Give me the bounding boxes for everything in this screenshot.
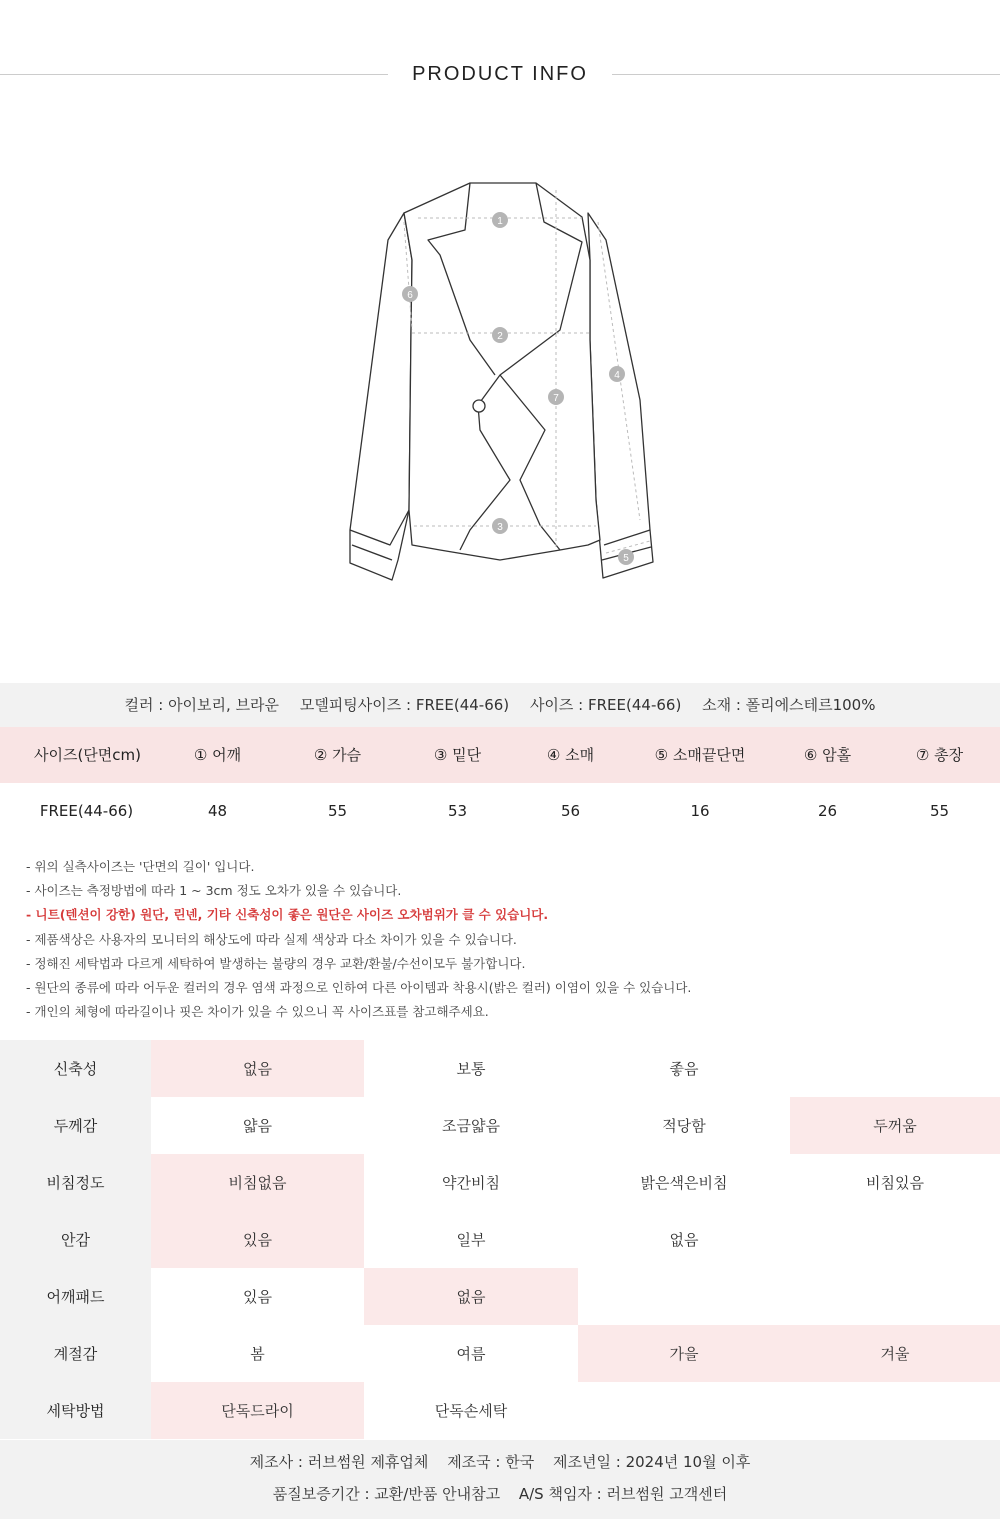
attr-option-selected: 비침없음	[151, 1154, 364, 1211]
attr-option	[790, 1211, 1000, 1268]
note-item: - 원단의 종류에 따라 어두운 컬러의 경우 염색 과정으로 인하여 다른 아이템과 착용시(밝은 컬러) 이염이 있을 수 있습니다.	[26, 980, 692, 996]
attr-option	[578, 1268, 790, 1325]
attr-label: 어깨패드	[0, 1268, 151, 1325]
attr-option	[578, 1382, 790, 1439]
attr-row-season	[0, 1325, 1000, 1382]
note-item: - 제품색상은 사용자의 모니터의 해상도에 따라 실제 색상과 다소 차이가 있을 수 있습니다.	[26, 931, 517, 947]
footer-line-2	[0, 1478, 1000, 1510]
attr-label: 신축성	[0, 1040, 151, 1097]
size-header-hem: ③ 밑단	[433, 746, 482, 764]
attribute-table	[0, 1040, 1000, 1439]
note-item-warning: - 니트(텐션이 강한) 원단, 린넨, 기타 신축성이 좋은 원단은 사이즈 오차범위가 클 수 있습니다.	[26, 907, 549, 923]
size-header-chest: ② 가슴	[313, 746, 362, 764]
attr-option: 없음	[669, 1231, 699, 1249]
size-table-header	[0, 727, 1000, 783]
attr-row-lining	[0, 1211, 1000, 1268]
attr-option: 비침있음	[866, 1174, 924, 1192]
attr-label: 계절감	[0, 1325, 151, 1382]
marker-4-label: 4	[614, 370, 620, 381]
size-value-shoulder: 48	[207, 802, 228, 820]
size-value-size: FREE(44-66)	[39, 802, 134, 820]
note-item: - 개인의 체형에 따라길이나 핏은 차이가 있을 수 있으니 꼭 사이즈표를 참고해주세요.	[26, 1004, 489, 1020]
attr-option: 일부	[456, 1231, 486, 1249]
footer-maker: 제조사 : 러브썸원 제휴업체	[249, 1453, 429, 1471]
attr-option-selected: 없음	[151, 1040, 364, 1097]
attr-option: 보통	[456, 1060, 486, 1078]
attr-option: 여름	[456, 1345, 486, 1363]
attr-option	[790, 1268, 1000, 1325]
info-color: 컬러 : 아이보리, 브라운	[124, 696, 280, 714]
size-value-cuff: 16	[690, 802, 710, 820]
attr-label: 두께감	[0, 1097, 151, 1154]
measurement-diagram	[0, 150, 1000, 680]
attr-option: 단독손세탁	[434, 1402, 508, 1420]
size-header-length: ⑦ 총장	[915, 746, 964, 764]
button-icon	[473, 400, 485, 412]
size-header-armhole: ⑥ 암홀	[803, 746, 852, 764]
attr-option: 조금얇음	[442, 1117, 500, 1135]
size-value-length: 55	[929, 802, 950, 820]
attr-label: 세탁방법	[0, 1382, 151, 1439]
note-item: - 사이즈는 측정방법에 따라 1 ~ 3cm 정도 오차가 있을 수 있습니다.	[26, 883, 402, 899]
attr-row-shoulder-pad	[0, 1268, 1000, 1325]
size-header-cuff: ⑤ 소매끝단면	[654, 746, 746, 764]
manufacturer-info	[0, 1440, 1000, 1519]
marker-6-label: 6	[407, 290, 413, 301]
attr-label: 안감	[0, 1211, 151, 1268]
attr-option	[790, 1040, 1000, 1097]
attr-option: 얇음	[243, 1117, 272, 1135]
footer-line-1	[0, 1446, 1000, 1478]
page-title: PRODUCT INFO	[412, 63, 588, 85]
attr-option: 봄	[250, 1345, 265, 1363]
attr-option-selected: 있음	[151, 1211, 364, 1268]
attr-row-washing	[0, 1382, 1000, 1439]
attr-option-selected: 가을	[578, 1325, 790, 1382]
attr-label: 비침정도	[0, 1154, 151, 1211]
attr-option-selected: 두꺼움	[790, 1097, 1000, 1154]
marker-7-label: 7	[553, 393, 559, 404]
note-item: - 위의 실측사이즈는 '단면의 길이' 입니다.	[26, 859, 255, 874]
product-info-bar	[0, 683, 1000, 727]
notes-list	[26, 855, 976, 1024]
marker-1-label: 1	[497, 216, 503, 227]
attr-option-selected: 단독드라이	[151, 1382, 364, 1439]
size-value-armhole: 26	[817, 802, 838, 820]
size-value-hem: 53	[447, 802, 468, 820]
marker-3-label: 3	[497, 522, 503, 533]
size-value-chest: 55	[327, 802, 348, 820]
size-value-sleeve: 56	[560, 802, 581, 820]
title-divider-right	[612, 74, 1000, 75]
attr-option-selected: 없음	[364, 1268, 578, 1325]
marker-5-label: 5	[623, 553, 629, 564]
footer-date: 제조년일 : 2024년 10월 이후	[553, 1453, 751, 1471]
info-model-size: 모델피팅사이즈 : FREE(44-66)	[299, 696, 510, 714]
marker-2-label: 2	[497, 331, 503, 342]
size-header-size: 사이즈(단면cm)	[33, 746, 141, 764]
section-title	[0, 0, 1000, 150]
footer-as: A/S 책임자 : 러브썸원 고객센터	[518, 1485, 728, 1503]
attr-option	[790, 1382, 1000, 1439]
size-header-sleeve: ④ 소매	[546, 746, 595, 764]
info-size: 사이즈 : FREE(44-66)	[529, 696, 682, 714]
footer-warranty: 품질보증기간 : 교환/반품 안내참고	[272, 1485, 501, 1503]
jacket-illustration	[0, 150, 1000, 680]
attr-option: 있음	[243, 1288, 272, 1306]
attr-row-stretch	[0, 1040, 1000, 1097]
attr-option: 적당함	[662, 1117, 706, 1135]
attr-row-sheerness	[0, 1154, 1000, 1211]
info-material: 소재 : 폴리에스테르100%	[702, 696, 876, 714]
attr-option-selected: 겨울	[790, 1325, 1000, 1382]
attr-option: 약간비침	[442, 1174, 500, 1192]
note-item: - 정해진 세탁법과 다르게 세탁하여 발생하는 불량의 경우 교환/환불/수선이모두 불가합니다.	[26, 955, 526, 971]
attr-option: 밝은색은비침	[640, 1174, 728, 1192]
attr-row-thickness	[0, 1097, 1000, 1154]
attr-option: 좋음	[669, 1060, 699, 1078]
size-header-shoulder: ① 어깨	[193, 746, 242, 764]
footer-country: 제조국 : 한국	[447, 1453, 535, 1471]
size-table-row	[0, 783, 1000, 839]
